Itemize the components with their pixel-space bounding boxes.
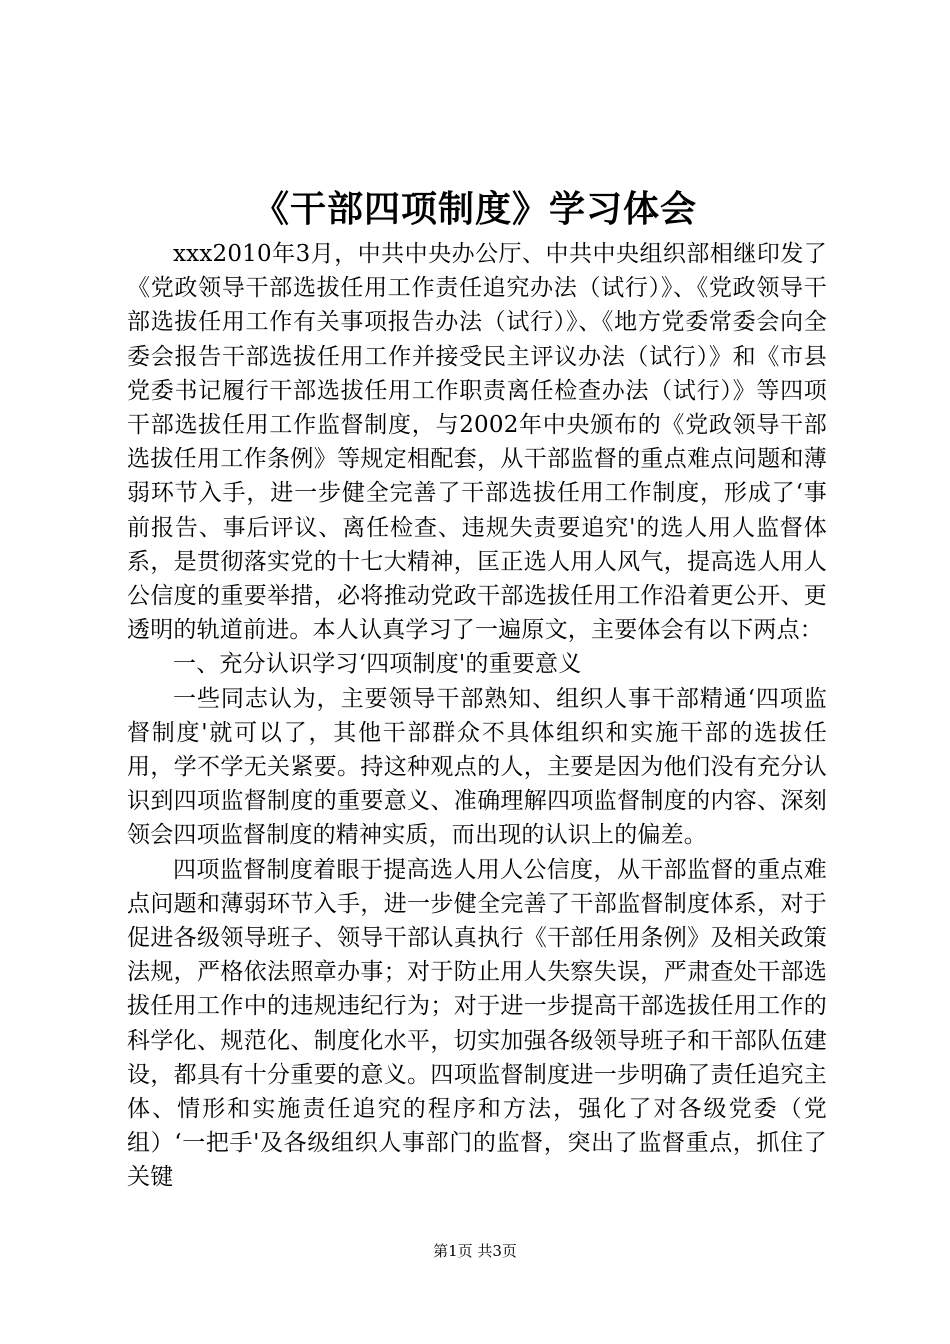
- page-number-footer: 第1页 共3页: [433, 1242, 517, 1260]
- document-body: [127, 237, 827, 1195]
- paragraph-intro: xxx2010年3月，中共中央办公厅、中共中央组织部相继印发了《党政领导干部选拔任用工作责任追究办法（试行）》、《党政领导干部选拔任用工作有关事项报告办法（试行）》、《地方党委常委会向全委会报告干部选拔任用工作并接受民主评议办法（试行）》和《市县党委书记履行干部选拔任用工作职责离任检查办法（试行）》等四项干部选拔任用工作监督制度，与2002年中央颁布的《党政领导干部选拔任用工作条例》等规定相配套，从干部监督的重点难点问题和薄弱环节入手，进一步健全完善了干部选拔任用工作制度，形成了‘事前报告、事后评议、离任检查、违规失责要追究'的选人用人监督体系，是贯彻落实党的十七大精神，匡正选人用人风气，提高选人用人公信度的重要举措，必将推动党政干部选拔任用工作沿着更公开、更透明的轨道前进。本人认真学习了一遍原文，主要体会有以下两点：: [127, 241, 827, 644]
- document-title: 《干部四项制度》学习体会: [252, 189, 697, 230]
- paragraph-viewpoint: 一些同志认为，主要领导干部熟知、组织人事干部精通‘四项监督制度'就可以了，其他干部群众不具体组织和实施干部的选拔任用，学不学无关紧要。持这种观点的人，主要是因为他们没有充分认识到四项监督制度的重要意义、准确理解四项监督制度的内容、深刻领会四项监督制度的精神实质，而出现的认识上的偏差。: [127, 685, 827, 849]
- paragraph-significance: 四项监督制度着眼于提高选人用人公信度，从干部监督的重点难点问题和薄弱环节入手，进一步健全完善了干部监督制度体系，对于促进各级领导班子、领导干部认真执行《干部任用条例》及相关政策法规，严格依法照章办事；对于防止用人失察失误，严肃查处干部选拔任用工作中的违规违纪行为；对于进一步提高干部选拔任用工作的科学化、规范化、制度化水平，切实加强各级领导班子和干部队伍建设，都具有十分重要的意义。四项监督制度进一步明确了责任追究主体、情形和实施责任追究的程序和方法，强化了对各级党委（党组）‘一把手'及各级组织人事部门的监督，突出了监督重点，抓住了关键: [127, 856, 827, 1191]
- section-heading-1: 一、充分认识学习‘四项制度'的重要意义: [173, 651, 582, 678]
